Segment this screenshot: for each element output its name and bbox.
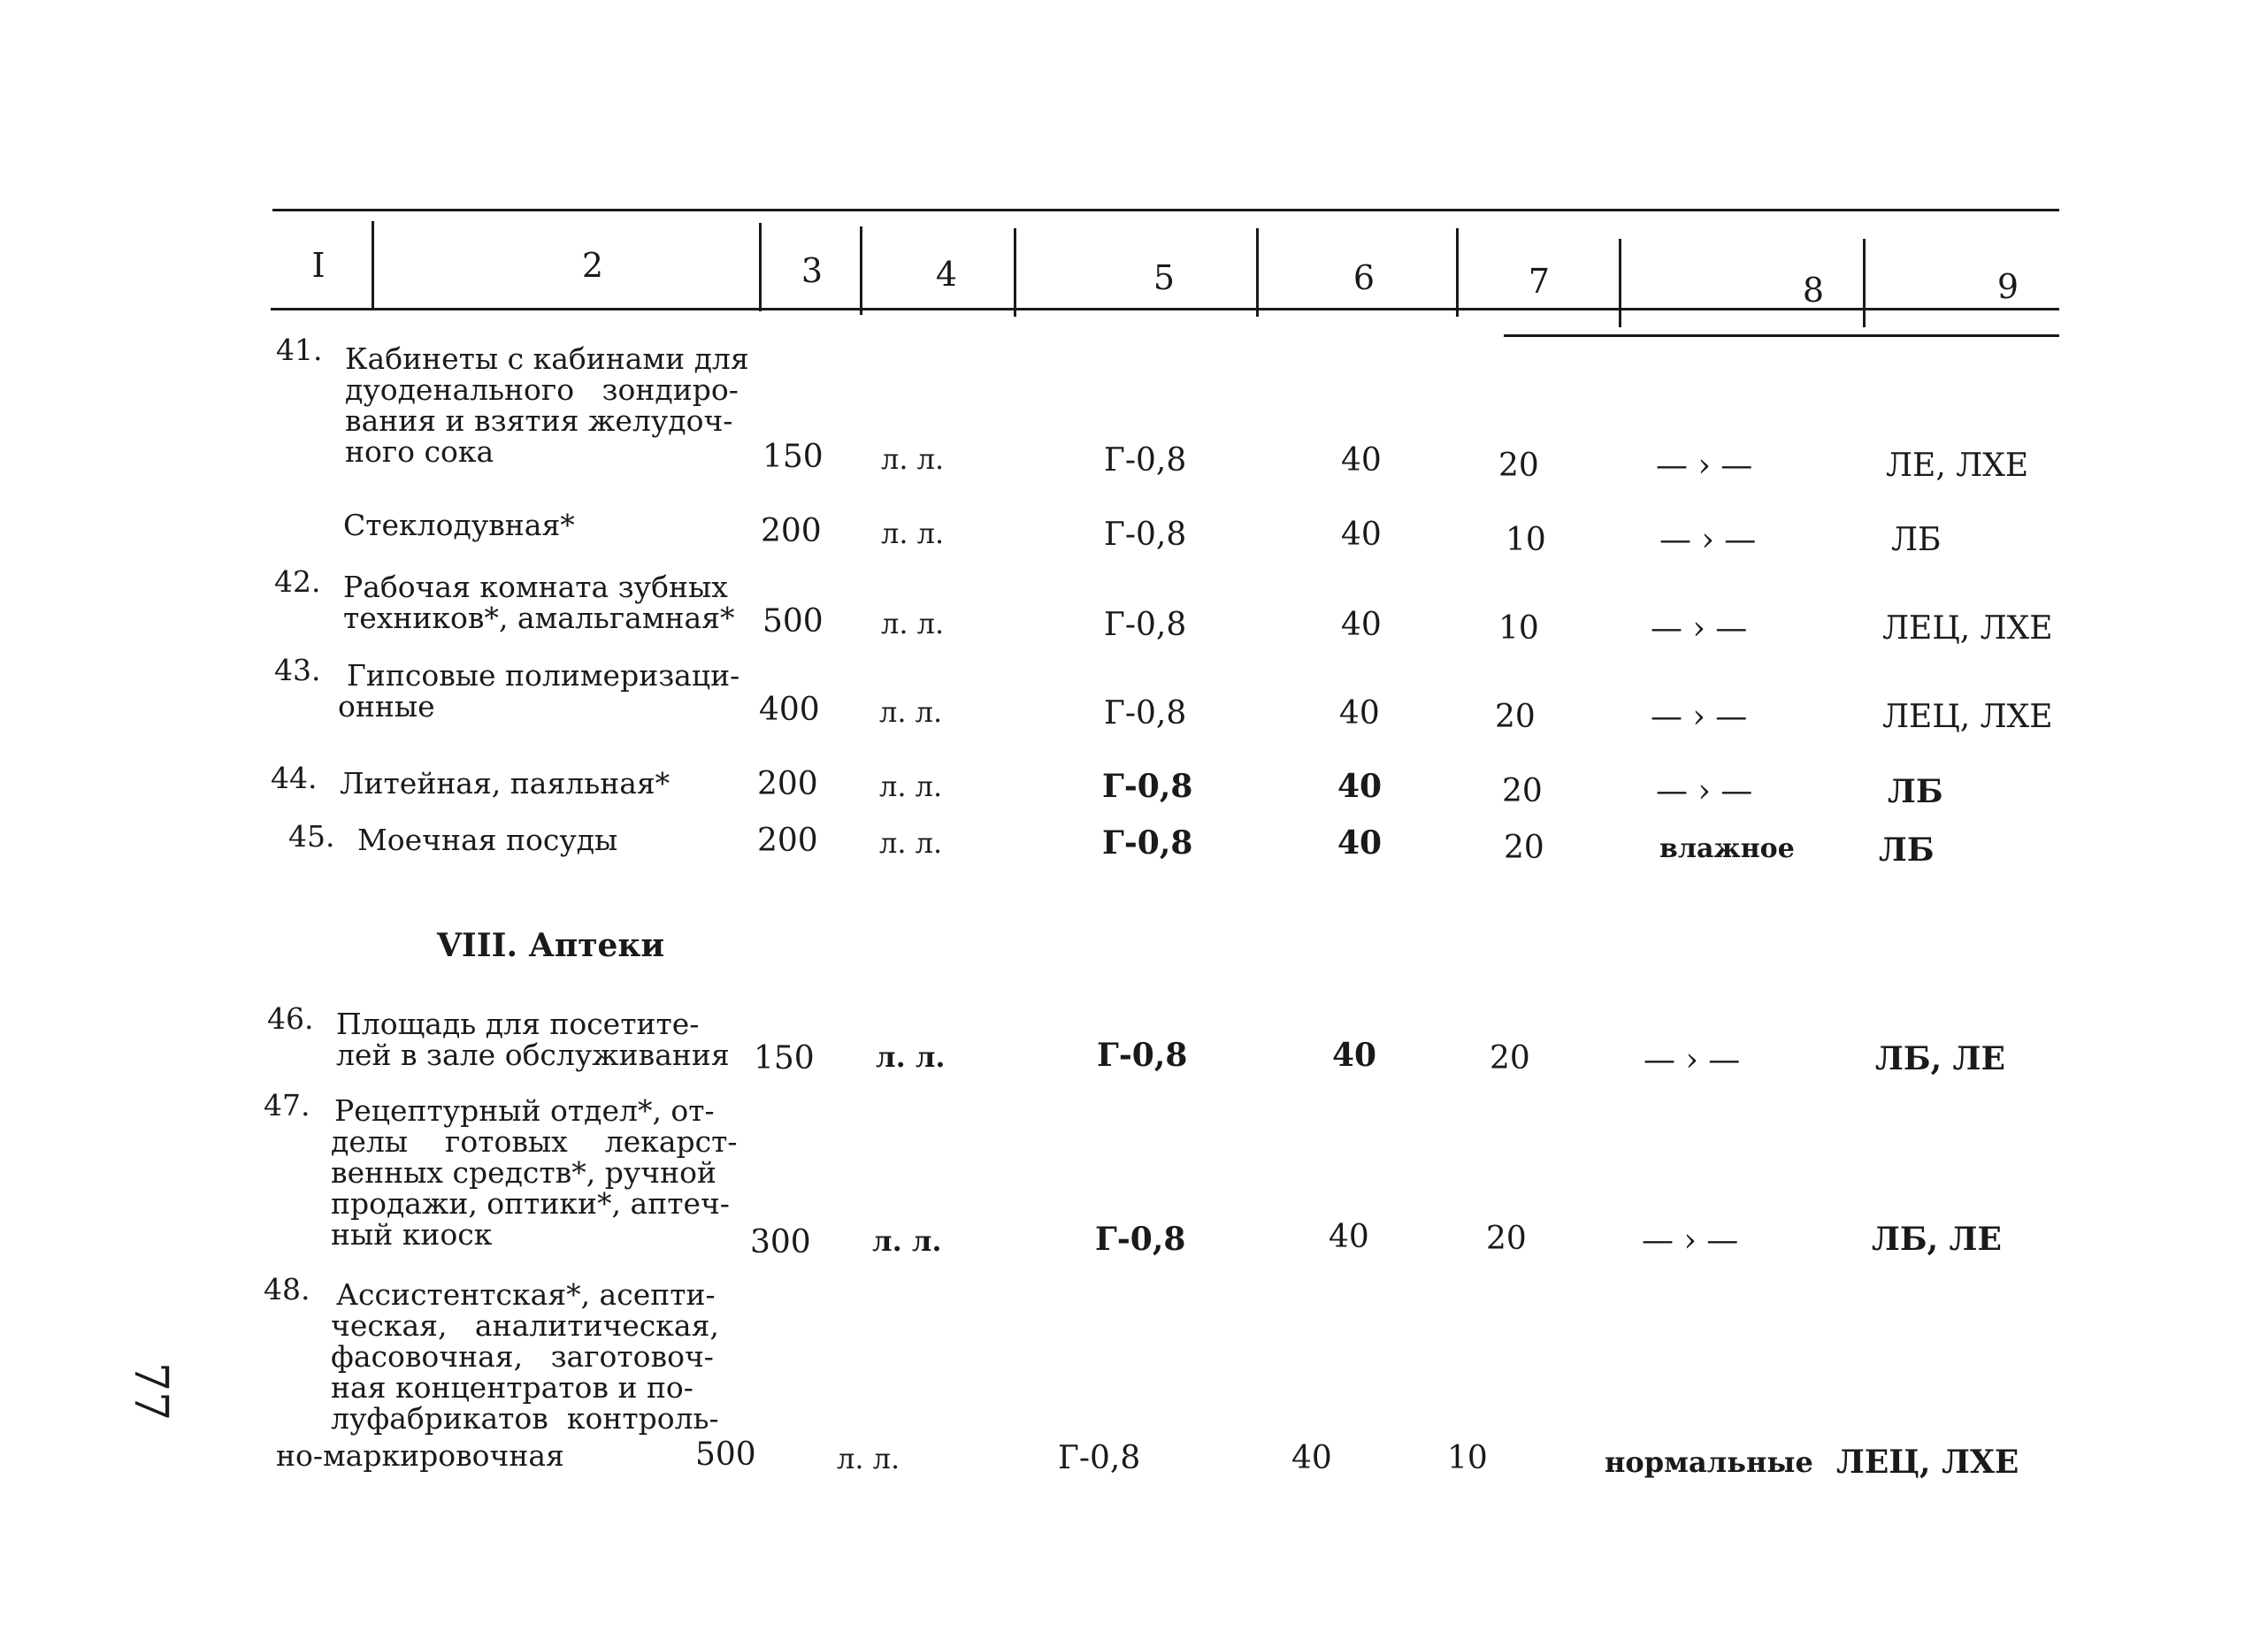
- cell-col7: 20: [1504, 830, 1544, 866]
- cell-col7: 10: [1447, 1440, 1488, 1476]
- row-name-line: Кабинеты с кабинами для: [345, 341, 749, 376]
- cell-col7: 20: [1498, 448, 1539, 484]
- row-name-line: Рецептурный отдел*, от-: [334, 1093, 715, 1128]
- column-header-8: 8: [1802, 271, 1825, 310]
- cell-col6: 40: [1337, 768, 1383, 805]
- cell-col6: 40: [1329, 1219, 1369, 1255]
- row-name-line: Литейная, паяльная*: [340, 766, 670, 801]
- row-name-line: вания и взятия желудоч-: [345, 403, 733, 438]
- column-header-4: 4: [935, 255, 958, 294]
- cell-col3: 200: [761, 513, 822, 549]
- page-number: 77: [124, 1362, 177, 1421]
- row-number: 47.: [264, 1088, 310, 1122]
- row-name-line: Гипсовые полимеризаци-: [347, 658, 740, 693]
- row-name-line: ческая, аналитическая,: [331, 1308, 719, 1343]
- row-number: 44.: [271, 761, 318, 795]
- cell-col9: ЛБ: [1891, 522, 1942, 558]
- row-name-line: венных средств*, ручной: [331, 1155, 716, 1190]
- row-name-line: но-маркировочная: [276, 1438, 564, 1473]
- cell-col9: ЛЕЦ, ЛХЕ: [1882, 610, 2053, 647]
- cell-col6: 40: [1339, 695, 1380, 732]
- cell-col9: ЛБ: [1888, 773, 1943, 810]
- row-name-line: фасовочная, заготовоч-: [331, 1339, 714, 1374]
- row-name-line: ный киоск: [331, 1217, 493, 1252]
- cell-col5: Г-0,8: [1095, 1221, 1186, 1258]
- row-name-line: лей в зале обслуживания: [336, 1038, 730, 1072]
- row-number: 42.: [274, 564, 321, 599]
- cell-col9: ЛЕЦ, ЛХЕ: [1882, 699, 2053, 735]
- cell-col7: 10: [1506, 522, 1546, 558]
- cell-col8: влажное: [1659, 833, 1795, 864]
- column-header-7: 7: [1528, 262, 1551, 301]
- cell-col4: л. л.: [879, 826, 943, 860]
- cell-col7: 20: [1486, 1221, 1527, 1257]
- cell-col5: Г-0,8: [1097, 1037, 1188, 1074]
- column-header-2: 2: [581, 246, 604, 285]
- cell-col7: 20: [1495, 699, 1536, 735]
- cell-col3: 200: [757, 766, 818, 802]
- column-header-9: 9: [1996, 267, 2019, 306]
- header-separator: [1456, 228, 1459, 317]
- header-separator: [1014, 228, 1016, 317]
- row-number: 43.: [274, 653, 321, 687]
- cell-col3: 150: [762, 439, 824, 475]
- row-name-line: Моечная посуды: [357, 823, 618, 857]
- cell-col8: — › —: [1642, 1222, 1739, 1259]
- cell-col4: л. л.: [879, 770, 943, 803]
- cell-col3: 300: [750, 1224, 811, 1260]
- row-name-line: онные: [338, 689, 435, 724]
- column-header-6: 6: [1352, 258, 1375, 297]
- header-top-rule: [272, 209, 2059, 211]
- cell-col4: л. л.: [837, 1442, 900, 1475]
- row-number: 46.: [267, 1001, 314, 1036]
- column-header-5: 5: [1153, 258, 1176, 297]
- cell-col3: 500: [762, 603, 824, 640]
- row-name-line: Рабочая комната зубных: [343, 570, 728, 604]
- row-name-line: дуоденального зондиро-: [345, 372, 739, 407]
- cell-col4: л. л.: [881, 607, 945, 640]
- cell-col9: ЛБ, ЛЕ: [1875, 1040, 2005, 1077]
- row-name-line: Площадь для посетите-: [336, 1007, 700, 1041]
- row-name-line: техников*, амальгамная*: [343, 601, 735, 635]
- cell-col5: Г-0,8: [1102, 824, 1193, 862]
- cell-col5: Г-0,8: [1104, 517, 1187, 553]
- row-name-line: луфабрикатов контроль-: [331, 1401, 719, 1436]
- cell-col4: л. л.: [872, 1224, 942, 1258]
- section-title: VIII. Аптеки: [437, 927, 665, 964]
- cell-col8: — › —: [1644, 1042, 1741, 1078]
- cell-col4: л. л.: [881, 517, 945, 550]
- cell-col5: Г-0,8: [1102, 768, 1193, 805]
- row-number: 45.: [288, 819, 335, 854]
- cell-col8: — › —: [1651, 610, 1748, 647]
- cell-col7: 20: [1502, 773, 1543, 809]
- header-bottom-rule: [271, 308, 2059, 310]
- row-number: 41.: [276, 333, 323, 367]
- cell-col9: ЛБ: [1879, 831, 1935, 869]
- cell-col5: Г-0,8: [1104, 695, 1187, 732]
- cell-col3: 150: [754, 1040, 815, 1077]
- cell-col9: ЛЕ, ЛХЕ: [1886, 448, 2029, 484]
- cell-col5: Г-0,8: [1104, 607, 1187, 643]
- cell-col8: нормальные: [1605, 1445, 1813, 1479]
- cell-col3: 500: [695, 1437, 756, 1473]
- cell-col6: 40: [1332, 1037, 1377, 1074]
- cell-col4: л. л.: [876, 1040, 946, 1074]
- header-separator: [372, 221, 374, 310]
- cell-col7: 10: [1498, 610, 1539, 647]
- cell-col4: л. л.: [881, 442, 945, 476]
- cell-col5: Г-0,8: [1058, 1440, 1141, 1476]
- row-name-line: ная концентратов и по-: [331, 1370, 693, 1405]
- header-separator: [759, 223, 762, 311]
- row-name-line: Ассистентская*, асепти-: [336, 1277, 716, 1312]
- header-separator: [1256, 228, 1259, 317]
- header-separator: [860, 226, 862, 315]
- row-number: 48.: [264, 1272, 310, 1306]
- row-name-line: делы готовых лекарст-: [331, 1124, 738, 1159]
- row-name-line: ного сока: [345, 434, 494, 469]
- cell-col6: 40: [1291, 1440, 1332, 1476]
- cell-col7: 20: [1490, 1040, 1530, 1077]
- cell-col6: 40: [1341, 607, 1382, 643]
- cell-col8: — › —: [1656, 448, 1753, 484]
- cell-col6: 40: [1337, 824, 1383, 862]
- cell-col6: 40: [1341, 517, 1382, 553]
- cell-col9: ЛБ, ЛЕ: [1872, 1221, 2002, 1258]
- cell-col8: — › —: [1659, 522, 1757, 558]
- cell-col4: л. л.: [879, 695, 943, 729]
- row-name-line: продажи, оптики*, аптеч-: [331, 1186, 730, 1221]
- row-name-line: Стеклодувная*: [343, 508, 575, 542]
- cell-col8: — › —: [1651, 699, 1748, 735]
- header-bottom-rule-2: [1504, 334, 2059, 337]
- cell-col9: ЛЕЦ, ЛХЕ: [1836, 1444, 2019, 1481]
- header-separator: [1863, 239, 1866, 327]
- cell-col3: 200: [757, 823, 818, 859]
- cell-col3: 400: [759, 692, 820, 728]
- cell-col8: — › —: [1656, 773, 1753, 809]
- column-header-3: 3: [801, 251, 824, 290]
- cell-col6: 40: [1341, 442, 1382, 479]
- header-separator: [1619, 239, 1621, 327]
- column-header-1: I: [311, 246, 326, 285]
- cell-col5: Г-0,8: [1104, 442, 1187, 479]
